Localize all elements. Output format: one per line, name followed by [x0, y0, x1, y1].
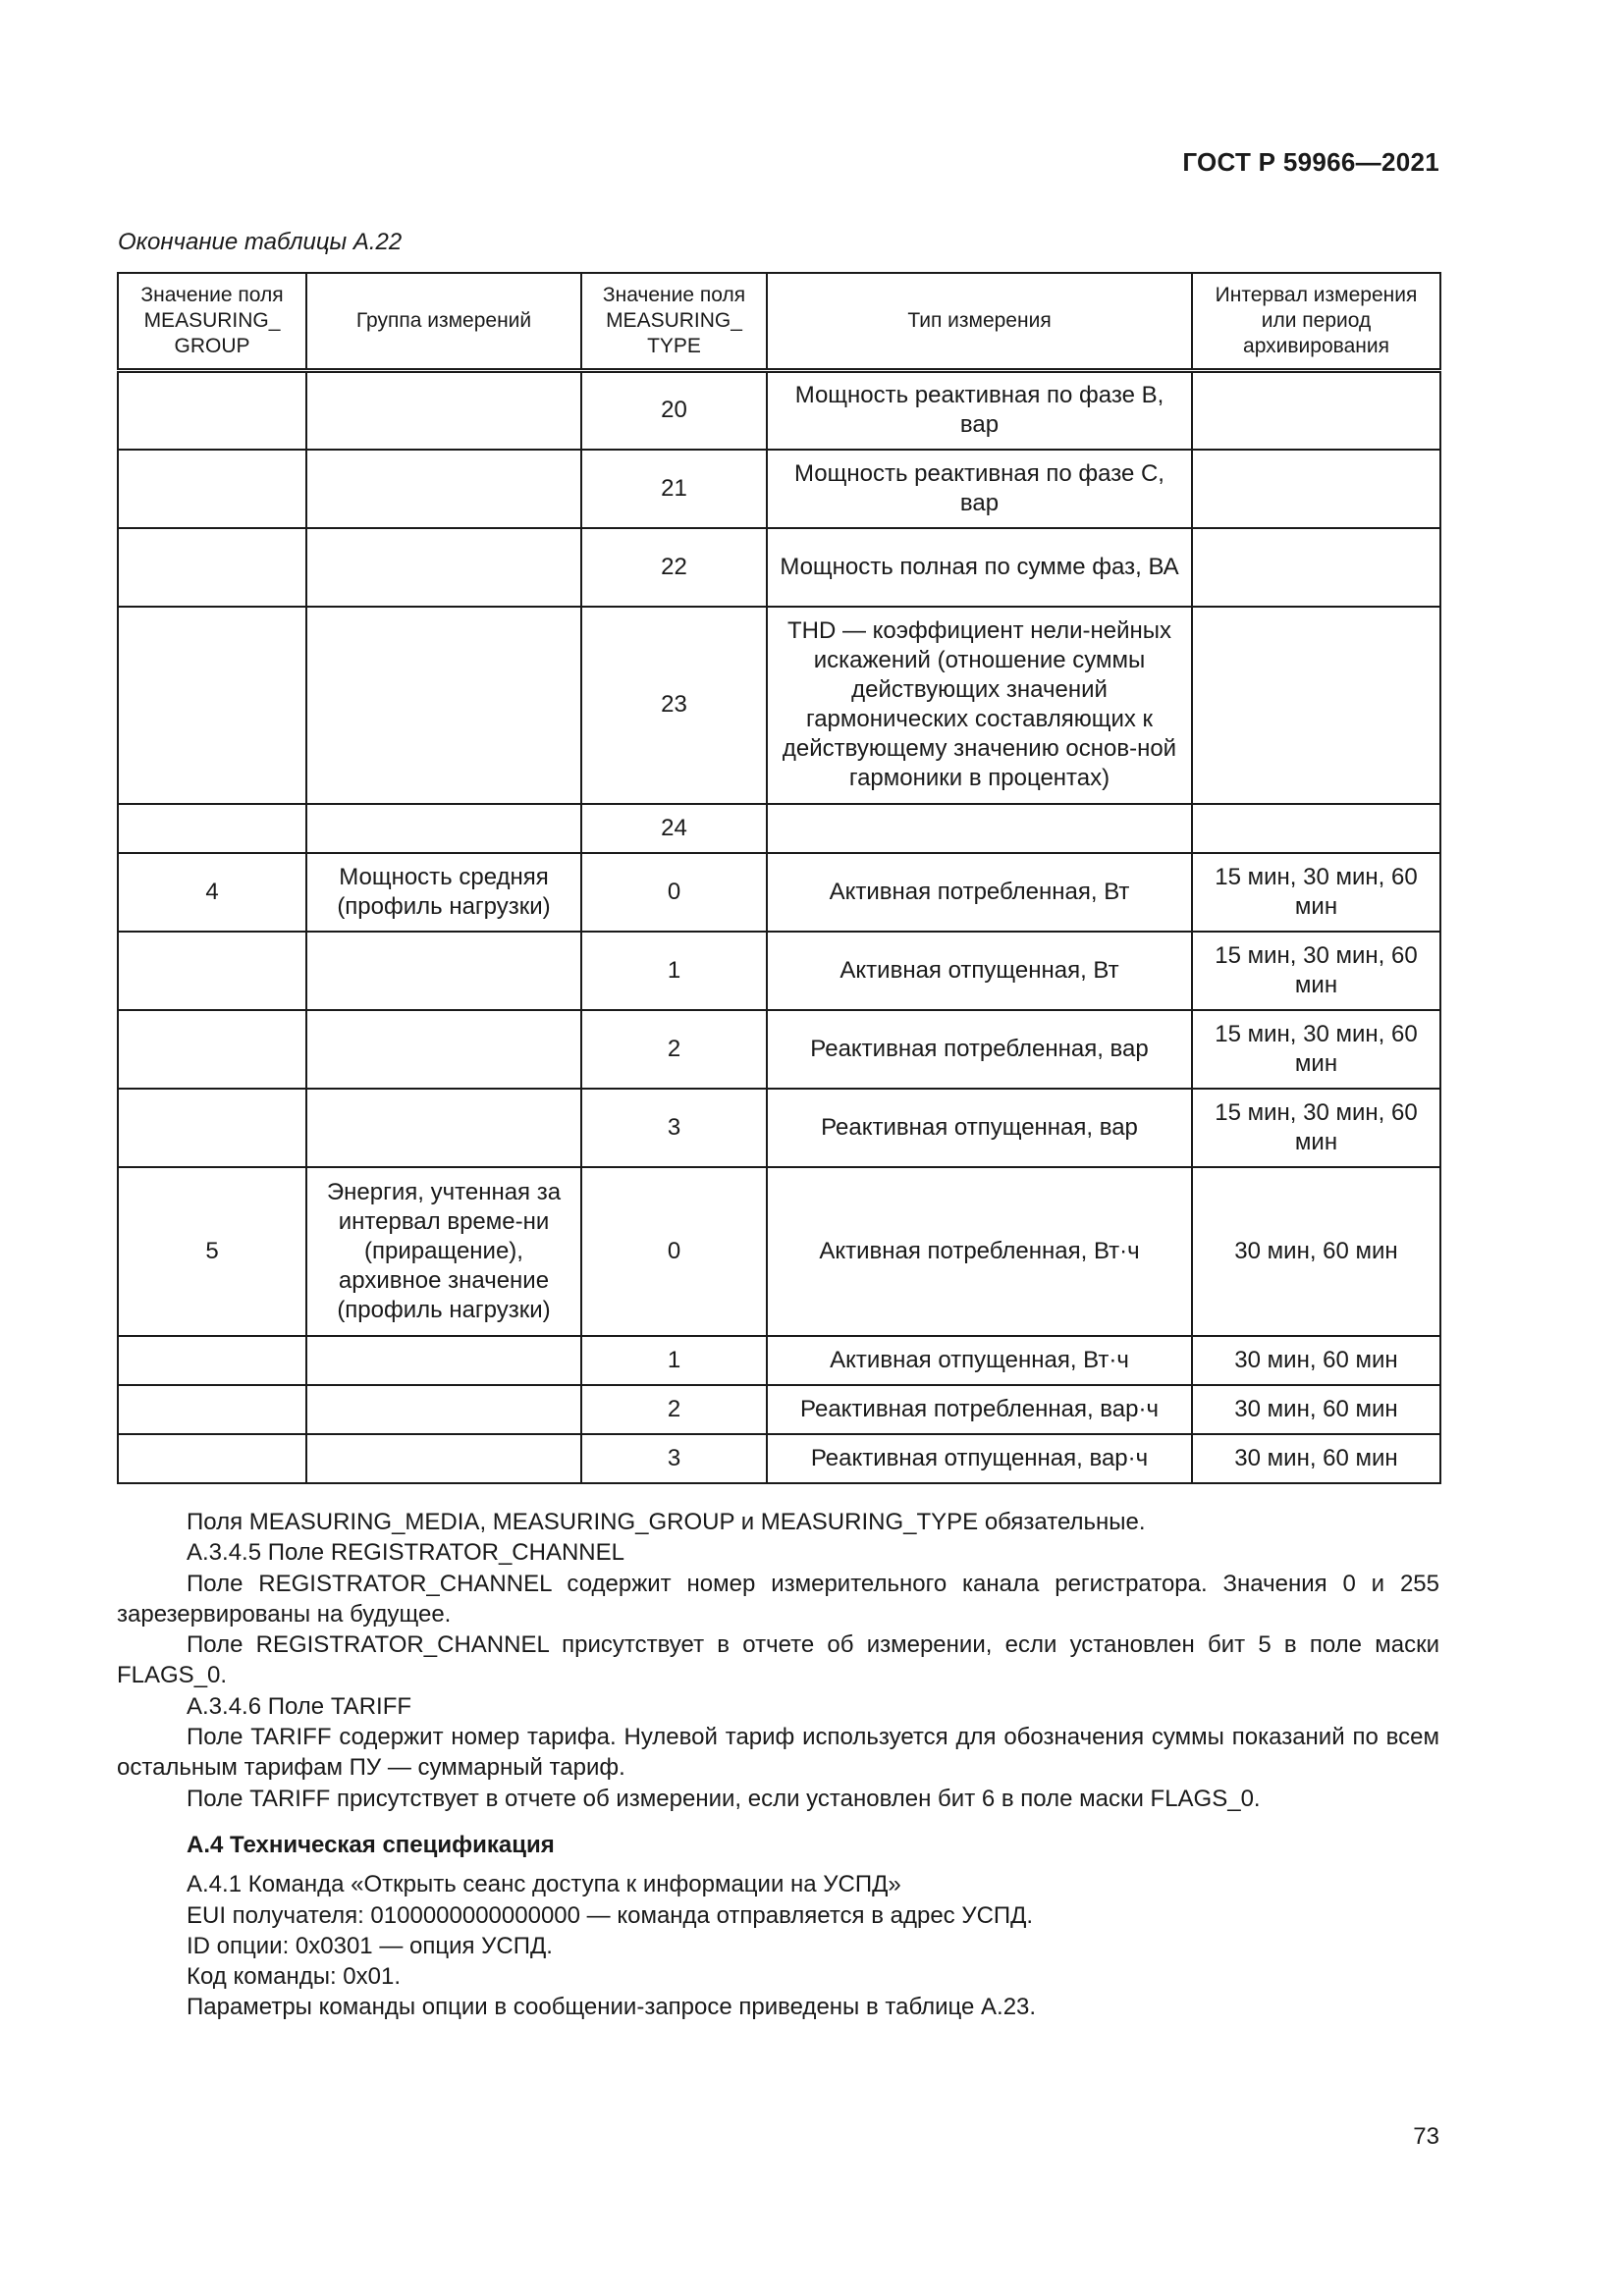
cell-group-value: [118, 1336, 306, 1385]
table-caption: Окончание таблицы А.22: [118, 229, 403, 255]
table-row: [118, 450, 1440, 528]
cell-type-name: Мощность полная по сумме фаз, ВА: [767, 528, 1192, 607]
cell-group-value: [118, 450, 306, 528]
cell-interval: 15 мин, 30 мин, 60 мин: [1192, 1089, 1440, 1167]
paragraph-required-fields: Поля MEASURING_MEDIA, MEASURING_GROUP и MEASURING_TYPE обязательные.: [187, 1509, 1146, 1535]
table-row: [118, 607, 1440, 804]
cell-group-name: [306, 528, 581, 607]
cell-type-name: THD — коэффициент нели-нейных искажений (отношение суммы действующих значений гармонических составляющих к действующему значению основ-ной гармоники в процентах): [767, 607, 1192, 804]
cell-group-name: [306, 804, 581, 853]
cell-group-name: [306, 1010, 581, 1089]
cell-type-value: 21: [581, 450, 767, 528]
paragraph-option-id: ID опции: 0x0301 — опция УСПД.: [187, 1932, 553, 1959]
paragraph-command-title: А.4.1 Команда «Открыть сеанс доступа к информации на УСПД»: [187, 1871, 901, 1898]
cell-group-name: [306, 932, 581, 1010]
cell-type-value: 3: [581, 1434, 767, 1483]
table-row: [118, 371, 1440, 450]
cell-interval: 15 мин, 30 мин, 60 мин: [1192, 932, 1440, 1010]
column-header-group-value: Значение поля MEASURING_ GROUP: [118, 273, 306, 371]
cell-group-value: [118, 1010, 306, 1089]
page-number: 73: [1413, 2123, 1439, 2150]
cell-type-value: 2: [581, 1385, 767, 1434]
cell-type-value: 1: [581, 1336, 767, 1385]
cell-group-name: [306, 1089, 581, 1167]
cell-group-value: [118, 1385, 306, 1434]
section-heading-technical-specification: А.4 Техническая спецификация: [187, 1831, 555, 1858]
cell-group-value: [118, 1434, 306, 1483]
paragraph-registrator-channel-presence: Поле REGISTRATOR_CHANNEL присутствует в отчете об измерении, если установлен бит 5 в поле маски FLAGS_0.: [117, 1631, 1439, 1689]
section-heading-tariff: А.3.4.6 Поле TARIFF: [187, 1692, 412, 1720]
cell-type-name: Реактивная потребленная, вар: [767, 1010, 1192, 1089]
cell-type-value: 23: [581, 607, 767, 804]
cell-type-value: 22: [581, 528, 767, 607]
cell-group-name: [306, 607, 581, 804]
table-row: [118, 1434, 1440, 1483]
cell-group-value: 5: [118, 1167, 306, 1336]
paragraph-tariff-presence: Поле TARIFF присутствует в отчете об измерении, если установлен бит 6 в поле маски FLAGS_0.: [187, 1785, 1261, 1812]
standard-code: ГОСТ Р 59966—2021: [1182, 147, 1439, 177]
cell-group-name: Мощность средняя (профиль нагрузки): [306, 853, 581, 932]
cell-interval: 30 мин, 60 мин: [1192, 1336, 1440, 1385]
cell-type-name: [767, 804, 1192, 853]
cell-interval: [1192, 528, 1440, 607]
cell-interval: 30 мин, 60 мин: [1192, 1434, 1440, 1483]
cell-type-value: 20: [581, 371, 767, 450]
cell-group-value: [118, 371, 306, 450]
cell-type-name: Активная отпущенная, Вт·ч: [767, 1336, 1192, 1385]
cell-interval: 30 мин, 60 мин: [1192, 1385, 1440, 1434]
column-header-type-name: Тип измерения: [767, 273, 1192, 371]
cell-interval: [1192, 450, 1440, 528]
cell-type-name: Реактивная отпущенная, вар: [767, 1089, 1192, 1167]
paragraph-eui-recipient: EUI получателя: 0100000000000000 — команда отправляется в адрес УСПД.: [187, 1901, 1034, 1929]
cell-interval: 30 мин, 60 мин: [1192, 1167, 1440, 1336]
cell-type-name: Активная потребленная, Вт·ч: [767, 1167, 1192, 1336]
body-text: [117, 1507, 1439, 2023]
table-header-row: [118, 273, 1440, 371]
cell-interval: [1192, 607, 1440, 804]
table-row: [118, 1167, 1440, 1336]
column-header-type-value: Значение поля MEASURING_ TYPE: [581, 273, 767, 371]
table-row: [118, 528, 1440, 607]
cell-group-value: [118, 804, 306, 853]
measurement-types-table: [117, 272, 1441, 1484]
table-row: [118, 932, 1440, 1010]
cell-type-value: 3: [581, 1089, 767, 1167]
paragraph-command-parameters: Параметры команды опции в сообщении-запросе приведены в таблице А.23.: [187, 1994, 1037, 2021]
cell-group-name: [306, 1434, 581, 1483]
cell-group-value: [118, 932, 306, 1010]
table-row: [118, 853, 1440, 932]
cell-group-value: [118, 528, 306, 607]
cell-interval: 15 мин, 30 мин, 60 мин: [1192, 1010, 1440, 1089]
column-header-interval: Интервал измерения или период архивирования: [1192, 273, 1440, 371]
cell-group-name: [306, 371, 581, 450]
cell-group-name: Энергия, учтенная за интервал време-ни (приращение), архивное значение (профиль нагрузки): [306, 1167, 581, 1336]
cell-type-name: Реактивная отпущенная, вар·ч: [767, 1434, 1192, 1483]
paragraph-registrator-channel-content: Поле REGISTRATOR_CHANNEL содержит номер измерительного канала регистратора. Значения 0 и 255 зарезервированы на будущее.: [117, 1570, 1439, 1628]
cell-type-name: Мощность реактивная по фазе C, вар: [767, 450, 1192, 528]
paragraph-command-code: Код команды: 0x01.: [187, 1963, 401, 1991]
table-row: [118, 1089, 1440, 1167]
cell-group-value: [118, 1089, 306, 1167]
table-row: [118, 1385, 1440, 1434]
table-row: [118, 804, 1440, 853]
cell-interval: 15 мин, 30 мин, 60 мин: [1192, 853, 1440, 932]
table-row: [118, 1010, 1440, 1089]
cell-group-value: [118, 607, 306, 804]
cell-group-name: [306, 1385, 581, 1434]
cell-type-name: Активная потребленная, Вт: [767, 853, 1192, 932]
cell-type-value: 0: [581, 1167, 767, 1336]
cell-interval: [1192, 804, 1440, 853]
section-heading-registrator-channel: А.3.4.5 Поле REGISTRATOR_CHANNEL: [187, 1539, 624, 1567]
cell-type-value: 1: [581, 932, 767, 1010]
table-row: [118, 1336, 1440, 1385]
cell-type-name: Реактивная потребленная, вар·ч: [767, 1385, 1192, 1434]
cell-type-name: Мощность реактивная по фазе B, вар: [767, 371, 1192, 450]
column-header-group-name: Группа измерений: [306, 273, 581, 371]
cell-interval: [1192, 371, 1440, 450]
cell-type-value: 0: [581, 853, 767, 932]
cell-type-name: Активная отпущенная, Вт: [767, 932, 1192, 1010]
paragraph-tariff-content: Поле TARIFF содержит номер тарифа. Нулевой тариф используется для обозначения суммы показаний по всем остальным тарифам ПУ — суммарный тариф.: [117, 1724, 1439, 1782]
cell-group-value: 4: [118, 853, 306, 932]
cell-group-name: [306, 1336, 581, 1385]
cell-group-name: [306, 450, 581, 528]
cell-type-value: 24: [581, 804, 767, 853]
cell-type-value: 2: [581, 1010, 767, 1089]
